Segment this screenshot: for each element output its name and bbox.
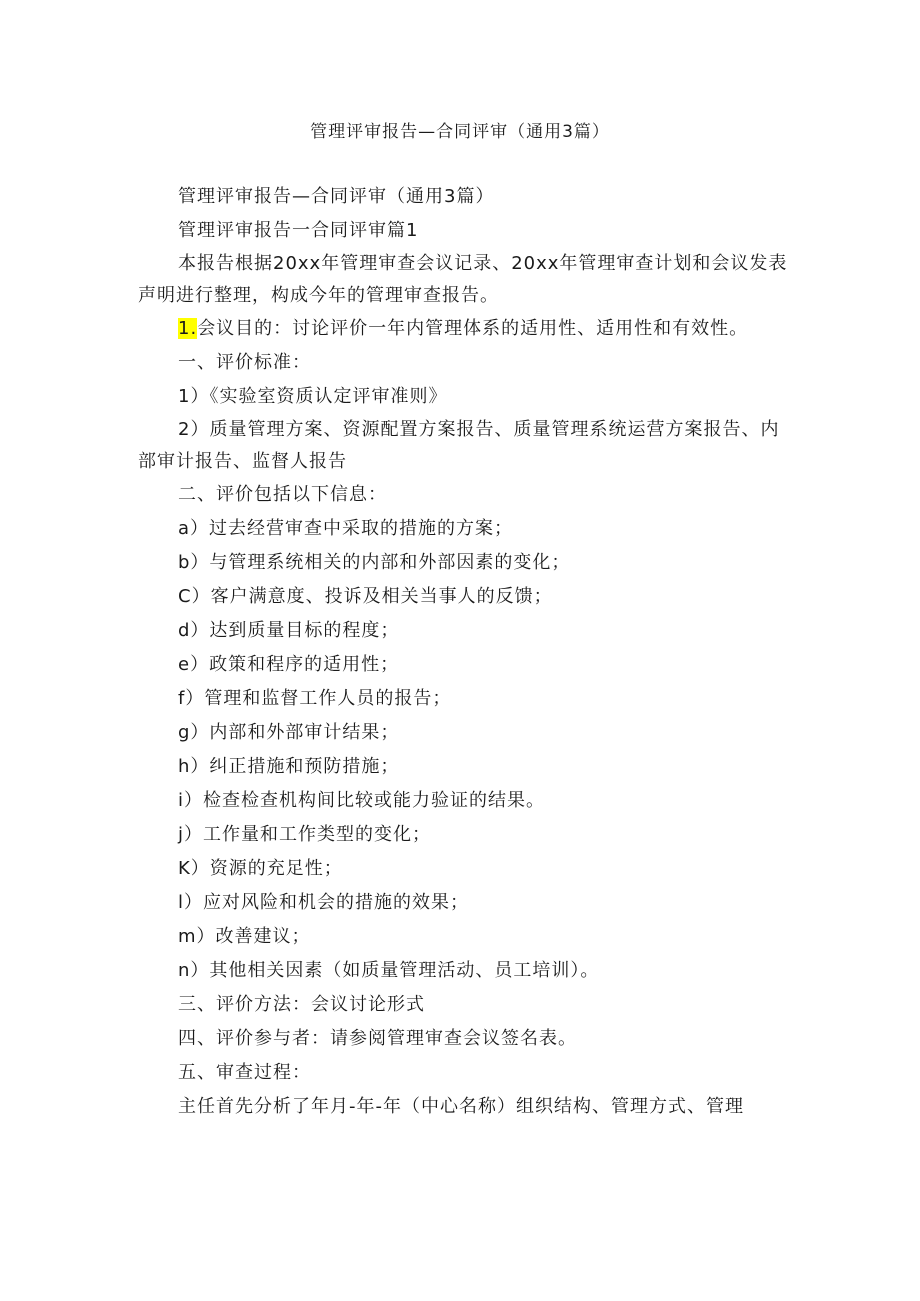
intro-paragraph: 本报告根据20xx年管理审查会议记录、20xx年管理审查计划和会议发表声明进行整理，构成今年的管理审查报告。 — [138, 253, 788, 306]
list-item: b）与管理系统相关的内部和外部因素的变化； — [178, 552, 571, 573]
list-item: a）过去经营审查中采取的措施的方案； — [178, 518, 514, 539]
list-item: j）工作量和工作类型的变化； — [178, 824, 431, 845]
process-text: 主任首先分析了年月-年-年（中心名称）组织结构、管理方式、管理 — [178, 1096, 744, 1117]
list-item: f）管理和监督工作人员的报告； — [178, 688, 452, 709]
process-heading: 五、审查过程： — [178, 1062, 311, 1083]
list-item: m）改善建议； — [178, 926, 311, 947]
participants-line: 四、评价参与者：请参阅管理审查会议签名表。 — [178, 1028, 577, 1049]
subtitle: 管理评审报告—合同评审（通用3篇） — [178, 186, 495, 207]
document-body — [138, 180, 798, 1124]
criteria-heading: 一、评价标准： — [178, 352, 311, 373]
list-item: g）内部和外部审计结果； — [178, 722, 400, 743]
method-line: 三、评价方法：会议讨论形式 — [178, 994, 425, 1015]
info-heading: 二、评价包括以下信息： — [178, 484, 387, 505]
list-item: l）应对风险和机会的措施的效果； — [178, 892, 469, 913]
purpose-line — [138, 312, 798, 346]
list-item: i）检查检查机构间比较或能力验证的结果。 — [178, 790, 545, 811]
section-title: 管理评审报告一合同评审篇1 — [178, 220, 419, 241]
purpose-number: 1. — [178, 318, 198, 339]
list-item: K）资源的充足性； — [178, 858, 343, 879]
criteria-item-1: 1）《实验室资质认定评审准则》 — [178, 386, 448, 407]
list-item: e）政策和程序的适用性； — [178, 654, 400, 675]
list-item: n）其他相关因素（如质量管理活动、员工培训）。 — [178, 960, 600, 981]
list-item: C）客户满意度、投诉及相关当事人的反馈； — [178, 586, 553, 607]
criteria-item-2: 2）质量管理方案、资源配置方案报告、质量管理系统运营方案报告、内部审计报告、监督人报告 — [138, 419, 780, 472]
purpose-text: 会议目的：讨论评价一年内管理体系的适用性、适用性和有效性。 — [197, 318, 749, 339]
document-title: 管理评审报告—合同评审（通用3篇） — [310, 122, 610, 142]
list-item: d）达到质量目标的程度； — [178, 620, 400, 641]
list-item: h）纠正措施和预防措施； — [178, 756, 400, 777]
